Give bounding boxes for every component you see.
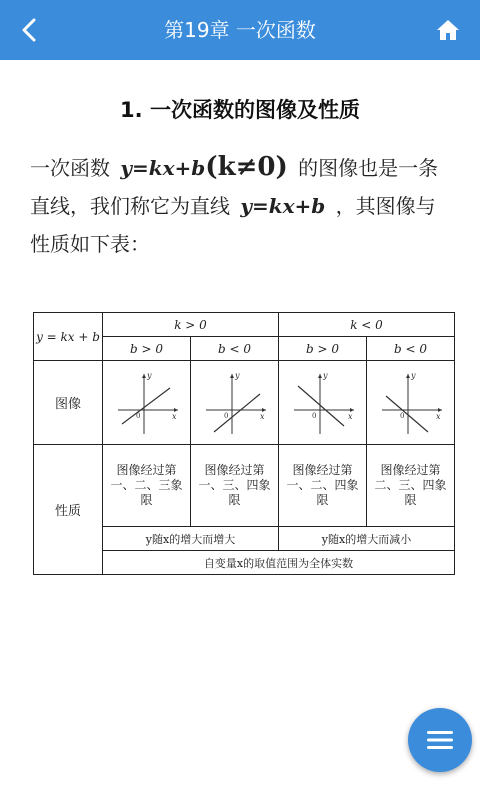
menu-fab-button[interactable] [408,708,472,772]
axis-x-label: x [347,412,353,421]
line-graph-k-pos-b-pos [112,366,182,436]
line-graph-k-neg-b-pos [288,366,358,436]
axis-y-label: y [234,371,240,380]
axis-x-label: x [259,412,265,421]
origin-label: 0 [311,412,316,420]
line-graph-k-pos-b-neg [200,366,270,436]
header-b-positive: b > 0 [279,337,367,361]
row-label-graph: 图像 [34,361,103,445]
origin-label: 0 [223,412,228,420]
paragraph-text: 的图像也是一条直线，我们称它为直线 [30,156,439,218]
graph-cell-k-neg-b-neg [367,361,455,445]
page-title: 第19章 一次函数 [164,18,316,42]
axis-y-label: y [146,371,152,380]
lesson-paragraph [30,148,450,263]
property-quadrants: 图像经过第一、二、三象限 [103,445,191,527]
formula-linear-function: y=kx+b(k≠0) [120,152,288,182]
axis-y-label: y [322,371,328,380]
axis-x-label: x [435,412,441,421]
header-k-positive: k > 0 [103,313,279,337]
header-b-negative: b < 0 [191,337,279,361]
axis-y-label: y [410,371,416,380]
lesson-content [0,60,480,570]
formula-condition: (k≠0) [205,152,288,182]
line-graph-k-neg-b-neg [376,366,446,436]
properties-table [33,312,455,575]
row-label-properties: 性质 [34,445,103,575]
property-trend-increasing: y随x的增大而增大 [103,527,279,551]
paragraph-text: ，其图像与性质如下表： [30,194,436,256]
axis-x-label: x [171,412,177,421]
property-quadrants: 图像经过第二、三、四象限 [367,445,455,527]
home-button[interactable] [430,12,466,48]
top-app-bar [0,0,480,60]
paragraph-text: 一次函数 [30,156,110,180]
property-quadrants: 图像经过第一、三、四象限 [191,445,279,527]
graph-cell-k-pos-b-pos [103,361,191,445]
header-k-negative: k < 0 [279,313,455,337]
property-domain: 自变量x的取值范围为全体实数 [103,551,455,575]
graph-cell-k-neg-b-pos [279,361,367,445]
menu-icon [426,729,454,751]
header-b-positive: b > 0 [103,337,191,361]
graph-cell-k-pos-b-neg [191,361,279,445]
property-trend-decreasing: y随x的增大而减小 [279,527,455,551]
origin-label: 0 [399,412,404,420]
property-quadrants: 图像经过第一、二、四象限 [279,445,367,527]
formula-line: y=kx+b [240,194,326,218]
header-b-negative: b < 0 [367,337,455,361]
home-icon [436,19,460,41]
table-corner-header: y = kx + b [34,313,103,361]
origin-label: 0 [135,412,140,420]
section-title: 1. 一次函数的图像及性质 [120,98,360,122]
